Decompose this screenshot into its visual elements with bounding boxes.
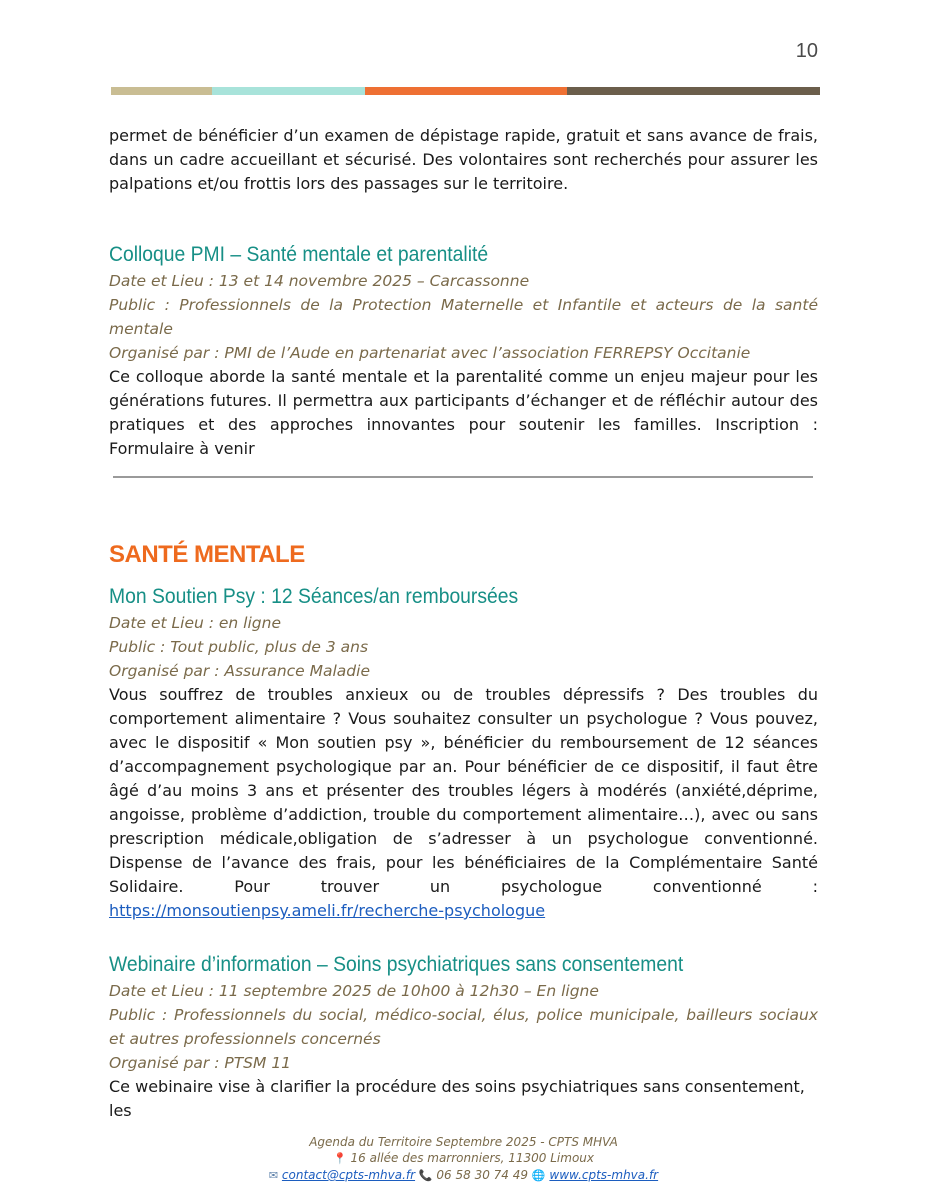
footer-website-link[interactable]: www.cpts-mhva.fr: [549, 1168, 659, 1182]
page-footer: [0, 1134, 927, 1184]
header-color-bar: [111, 87, 820, 95]
footer-phone: 06 58 30 74 49: [436, 1168, 529, 1182]
event-public: Public : Tout public, plus de 3 ans: [109, 638, 369, 656]
event-webinaire: [109, 951, 818, 1123]
footer-title: Agenda du Territoire Septembre 2025 - CPTS MHVA: [309, 1135, 618, 1149]
event-date: Date et Lieu : en ligne: [109, 614, 281, 632]
event-organizer: Organisé par : Assurance Maladie: [109, 662, 370, 680]
color-bar-segment: [212, 87, 365, 95]
footer-address: 16 allée des marronniers, 11300 Limoux: [350, 1151, 595, 1165]
event-description: Ce colloque aborde la santé mentale et la parentalité comme un enjeu majeur pour les générations futures. Il permettra aux participants d’échanger et de réfléchir autour des pratiques et des approches innovantes pour soutenir les familles. Inscription : Formulaire à venir: [109, 367, 818, 458]
event-title: Webinaire d’information – Soins psychiatriques sans consentement: [109, 953, 684, 976]
color-bar-segment: [111, 87, 212, 95]
psychologue-search-link[interactable]: https://monsoutienpsy.ameli.fr/recherche-psychologue: [109, 901, 546, 920]
event-organizer: Organisé par : PTSM 11: [109, 1054, 292, 1072]
event-title: Colloque PMI – Santé mentale et parentalité: [109, 243, 489, 266]
event-public: Public : Professionnels du social, médico-social, élus, police municipale, bailleurs sociaux et autres professionnels concernés: [109, 1006, 818, 1048]
event-description-text: Vous souffrez de troubles anxieux ou de troubles dépressifs ? Des troubles du comportement alimentaire ? Vous souhaitez consulter un psychologue ? Vous pouvez, avec le dispositif « Mon soutien psy », bénéficier du remboursement de 12 séances d’accompagnement psychologique par an. Pour bénéficier de ce dispositif, il faut être âgé d’au moins 3 ans et présenter des troubles légers à modérés (anxiété,déprime, angoisse, problème d’addiction, trouble du comportement alimentaire…), avec ou sans prescription médicale,obligation de s’adresser à un psychologue conventionné. Dispense de l’avance des frais, pour les bénéficiaires de la Complémentaire Santé Solidaire. Pour trouver un psychologue conventionné :: [109, 685, 818, 896]
event-description: Ce webinaire vise à clarifier la procédure des soins psychiatriques sans consentement, les: [109, 1077, 805, 1120]
pin-icon: 📍: [332, 1152, 347, 1165]
phone-icon: 📞: [418, 1169, 433, 1182]
event-mon-soutien-psy: [109, 583, 818, 923]
event-organizer: Organisé par : PMI de l’Aude en partenariat avec l’association FERREPSY Occitanie: [109, 344, 751, 362]
footer-address-line: [0, 1150, 927, 1167]
event-date: Date et Lieu : 13 et 14 novembre 2025 – Carcassonne: [109, 272, 530, 290]
page-number: 10: [795, 40, 818, 62]
footer-contact-line: [0, 1167, 927, 1184]
event-pmi: [109, 241, 818, 461]
main-content: [109, 124, 818, 461]
email-icon: ✉: [268, 1169, 279, 1182]
section-divider: [113, 476, 813, 478]
event-title: Mon Soutien Psy : 12 Séances/an remboursées: [109, 585, 519, 608]
mental-health-section: [109, 541, 818, 1123]
section-title: SANTÉ MENTALE: [109, 541, 305, 568]
event-date: Date et Lieu : 11 septembre 2025 de 10h00 à 12h30 – En ligne: [109, 982, 599, 1000]
footer-email-link[interactable]: contact@cpts-mhva.fr: [281, 1168, 416, 1182]
color-bar-segment: [365, 87, 567, 95]
event-public: Public : Professionnels de la Protection Maternelle et Infantile et acteurs de la santé mentale: [109, 296, 818, 338]
event-description: [109, 683, 818, 923]
globe-icon: 🌐: [531, 1169, 546, 1182]
intro-paragraph: permet de bénéficier d’un examen de dépistage rapide, gratuit et sans avance de frais, dans un cadre accueillant et sécurisé. Des volontaires sont recherchés pour assurer les palpations et/ou frottis lors des passages sur le territoire.: [109, 126, 818, 193]
color-bar-segment: [567, 87, 820, 95]
